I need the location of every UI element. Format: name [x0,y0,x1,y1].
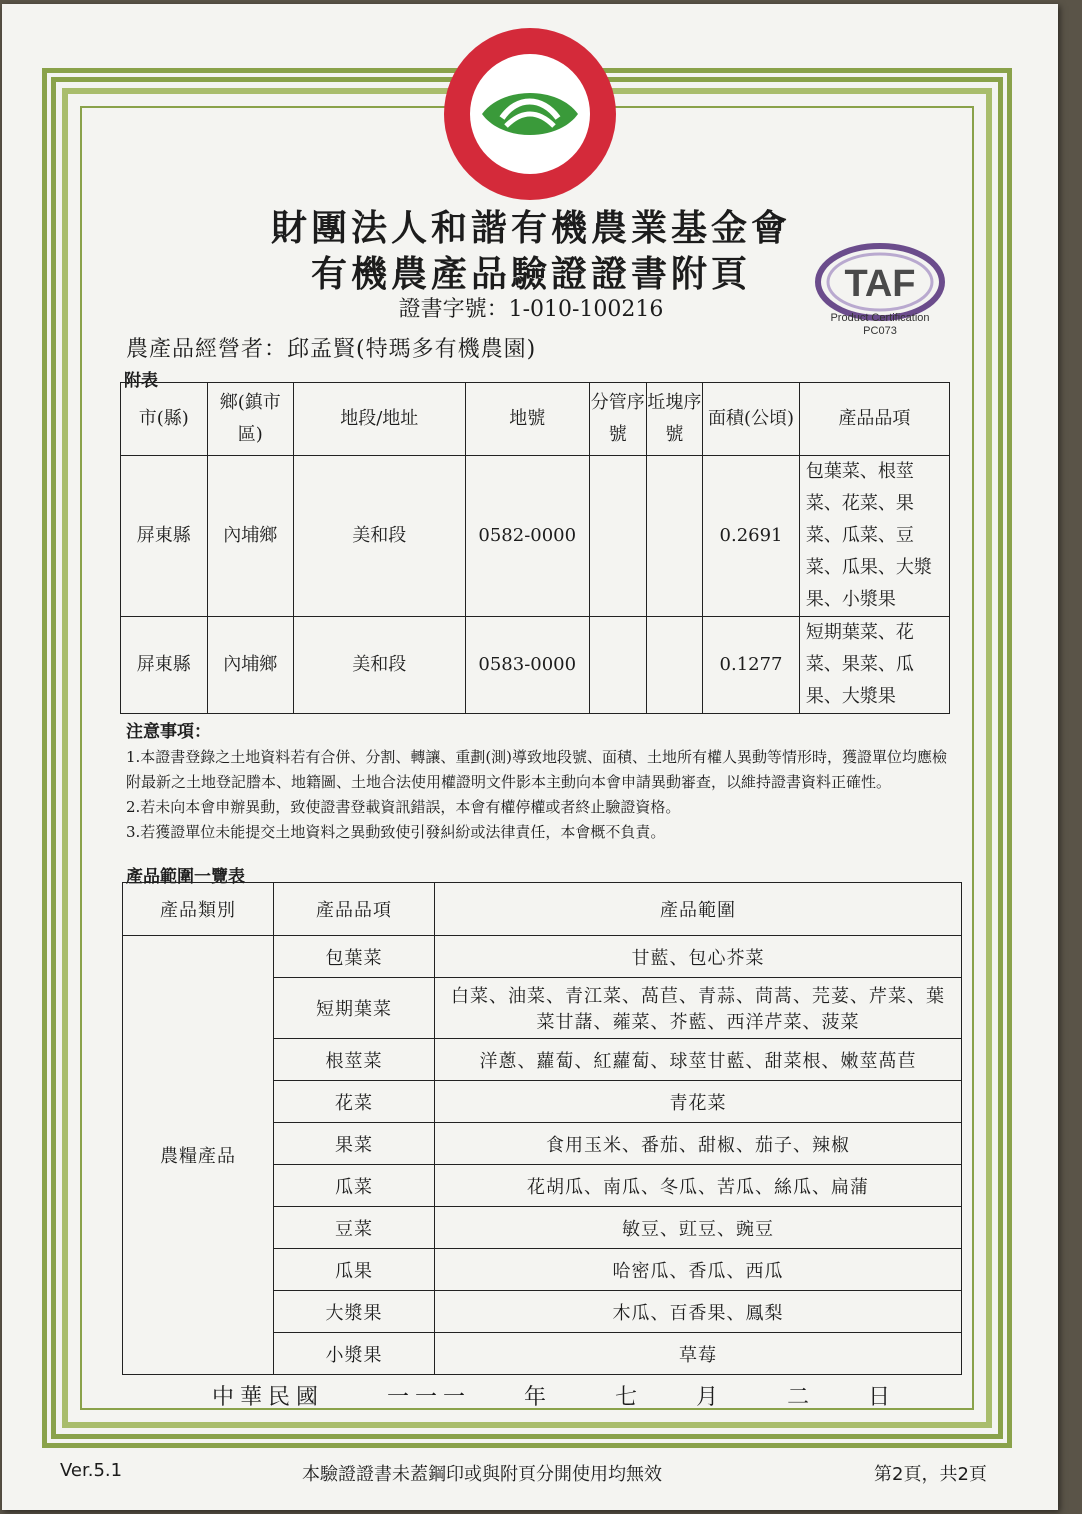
cell-scope: 白菜、油菜、青江菜、萵苣、青蒜、茼蒿、芫荽、芹菜、葉菜甘藷、蕹菜、芥藍、西洋芹菜、菠菜 [435,978,962,1039]
header-lot: 地號 [465,383,589,456]
table-row [123,936,962,978]
date-year: 一一一 [387,1385,472,1410]
cell-township: 內埔鄉 [207,617,293,714]
cell-city: 屏東縣 [121,456,208,617]
cell-township: 內埔鄉 [207,456,293,617]
svg-text:TAF: TAF [844,263,916,305]
land-table [120,382,950,714]
appendix-label: 附表 [124,371,158,391]
table-row [121,617,950,714]
cell-scope: 哈密瓜、香瓜、西瓜 [435,1249,962,1291]
cell-sub-no [589,617,646,714]
note-item: 2.若未向本會申辦異動，致使證書登載資訊錯誤，本會有權停權或者終止驗證資格。 [126,798,681,816]
date-day: 二 [787,1385,816,1410]
scope-table [122,882,962,1375]
header-scope: 產品範圍 [435,883,962,936]
cell-item: 豆菜 [274,1207,435,1249]
cell-item: 花菜 [274,1081,435,1123]
date-month: 七 [615,1385,644,1410]
cell-scope: 洋蔥、蘿蔔、紅蘿蔔、球莖甘藍、甜菜根、嫩莖萵苣 [435,1039,962,1081]
date-day-unit: 日 [868,1385,897,1410]
operator: 農產品經營者：邱孟賢(特瑪多有機農園) [126,337,537,362]
header-item: 產品品項 [274,883,435,936]
page-number: 第2頁，共2頁 [874,1464,987,1485]
certificate-page [2,4,1058,1510]
certificate-number: 證書字號：1-010-100216 [398,297,664,322]
cell-item: 短期葉菜 [274,978,435,1039]
cell-item: 瓜菜 [274,1165,435,1207]
date-year-unit: 年 [524,1385,553,1410]
header-section: 地段/地址 [293,383,465,456]
cell-area: 0.1277 [703,617,800,714]
cell-scope: 青花菜 [435,1081,962,1123]
table-row [121,456,950,617]
notes [126,720,962,845]
cell-item: 果菜 [274,1123,435,1165]
header-area: 面積(公頃) [703,383,800,456]
cell-plot-no [646,456,703,617]
version: Ver.5.1 [60,1460,123,1481]
issue-date [212,1380,896,1411]
cell-item: 根莖菜 [274,1039,435,1081]
date-prefix: 中華民國 [212,1385,325,1410]
cell-item: 瓜果 [274,1249,435,1291]
cell-scope: 花胡瓜、南瓜、冬瓜、苦瓜、絲瓜、扁蒲 [435,1165,962,1207]
cell-scope: 木瓜、百香果、鳳梨 [435,1291,962,1333]
title-line1: 財團法人和諧有機農業基金會 [270,207,791,249]
cell-lot: 0582-0000 [465,456,589,617]
cell-scope: 敏豆、豇豆、豌豆 [435,1207,962,1249]
cell-scope: 食用玉米、番茄、甜椒、茄子、辣椒 [435,1123,962,1165]
taf-line2: PC073 [863,325,897,337]
date-month-unit: 月 [696,1385,725,1410]
header-city: 市(縣) [121,383,208,456]
cell-lot: 0583-0000 [465,617,589,714]
land-table-header [121,383,950,456]
cell-sub-no [589,456,646,617]
cell-scope: 甘藍、包心芥菜 [435,936,962,978]
notes-label: 注意事項： [126,722,211,742]
cell-item: 大漿果 [274,1291,435,1333]
cell-scope: 草莓 [435,1333,962,1375]
header-category: 產品類別 [123,883,274,936]
scope-label: 產品範圍一覽表 [126,867,245,887]
cell-item: 包葉菜 [274,936,435,978]
note-item: 3.若獲證單位未能提交土地資料之異動致使引發糾紛或法律責任，本會概不負責。 [126,823,666,841]
footer-warning: 本驗證證書未蓋鋼印或與附頁分開使用均無效 [302,1464,662,1485]
cell-item: 小漿果 [274,1333,435,1375]
header-plot-no: 坵塊序號 [646,383,703,456]
title-line2: 有機農產品驗證證書附頁 [310,253,751,295]
harmony-organic-seal [442,26,618,202]
note-item: 1.本證書登錄之土地資料若有合併、分割、轉讓、重劃(測)導致地段號、面積、土地所有權人異動等情形時，獲證單位均應檢附最新之土地登記謄本、地籍圖、土地合法使用權證明文件影本主動向本會申請異動審查，以維持證書資料正確性。 [126,748,948,791]
scope-table-header [123,883,962,936]
cell-category: 農糧產品 [123,936,274,1375]
cell-products: 包葉菜、根莖菜、花菜、果菜、瓜菜、豆菜、瓜果、大漿果、小漿果 [799,456,949,617]
cell-section: 美和段 [293,617,465,714]
header-sub-no: 分管序號 [589,383,646,456]
cell-area: 0.2691 [703,456,800,617]
taf-line1: Product Certification [830,312,930,324]
header-township: 鄉(鎮市區) [207,383,293,456]
cell-section: 美和段 [293,456,465,617]
taf-caption [802,312,958,338]
cell-products: 短期葉菜、花菜、果菜、瓜果、大漿果 [799,617,949,714]
header-products: 產品品項 [799,383,949,456]
cell-city: 屏東縣 [121,617,208,714]
cell-plot-no [646,617,703,714]
